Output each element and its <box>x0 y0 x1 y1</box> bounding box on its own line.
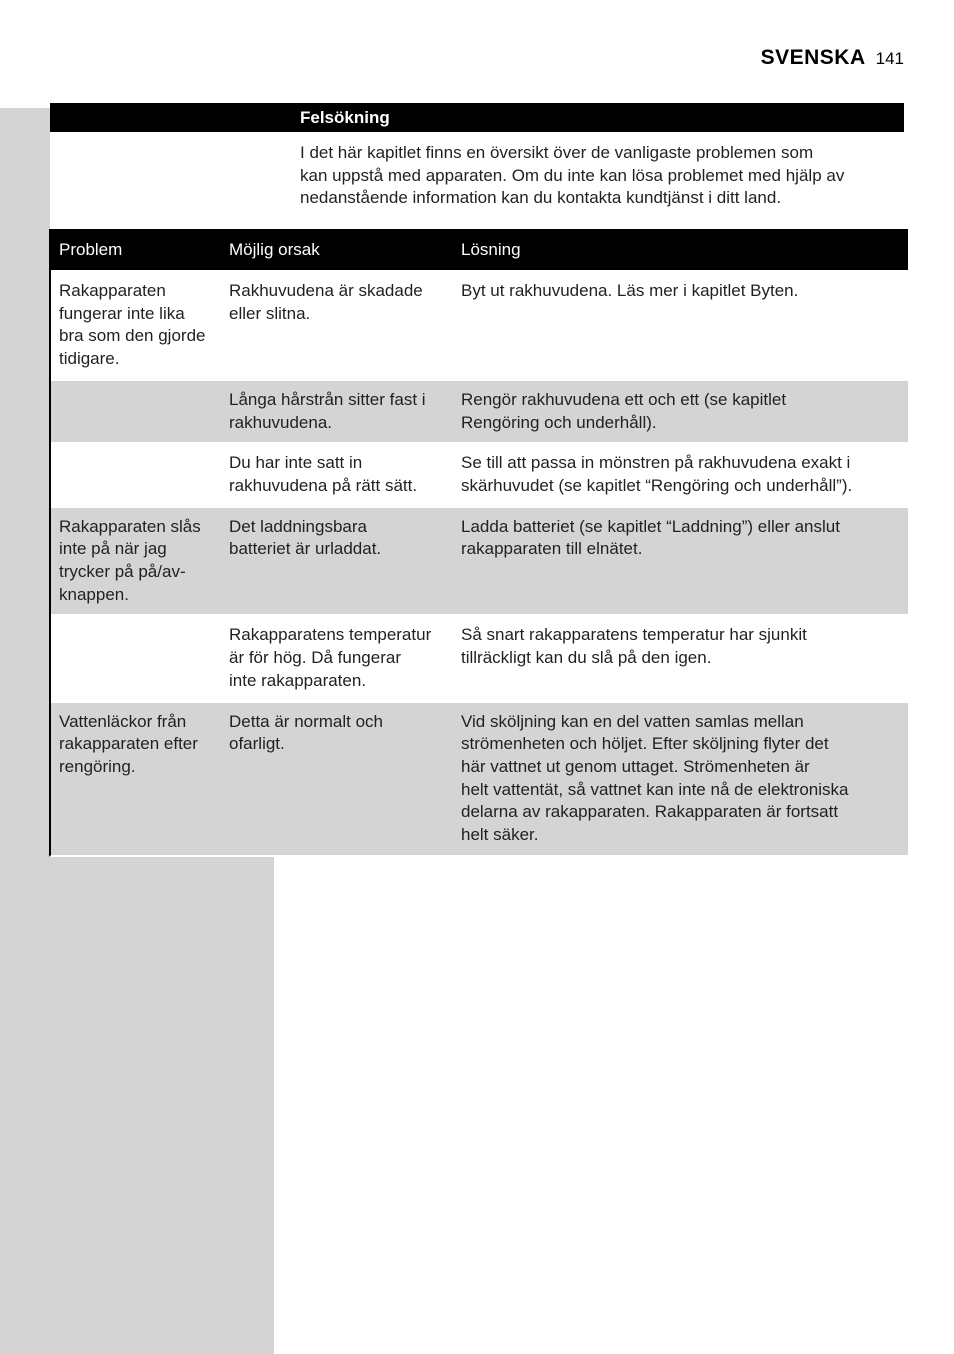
table-body <box>51 270 908 855</box>
intro-line: I det här kapitlet finns en översikt över de vanligaste problemen som <box>300 143 814 162</box>
table-row <box>51 379 908 442</box>
cell-line: Det laddningsbara <box>229 516 367 536</box>
solution-cell <box>461 508 906 615</box>
section-title: Felsökning <box>300 108 390 127</box>
cell-line: trycker på på/av- <box>59 562 186 582</box>
cell-line: Vattenläckor från <box>59 711 187 731</box>
cell-line: skärhuvudet (se kapitlet “Rengöring och underhåll”). <box>461 475 853 495</box>
section-title-bar <box>50 103 904 132</box>
cell-line: Rakapparatens temperatur <box>229 625 432 645</box>
intro-line: kan uppstå med apparaten. Om du inte kan lösa problemet med hjälp av <box>300 165 845 185</box>
cell-line: strömenheten och höljet. Efter sköljning flyter det <box>461 734 829 754</box>
cause-cell <box>229 616 461 700</box>
cause-cell <box>229 272 461 379</box>
problem-cell <box>51 616 229 700</box>
cell-line: Ladda batteriet (se kapitlet “Laddning”) eller anslut <box>461 516 840 536</box>
cell-line: rakhuvudena. <box>229 412 333 432</box>
cell-line: Rengör rakhuvudena ett och ett (se kapitlet <box>461 389 787 409</box>
solution-cell <box>461 272 906 379</box>
header-solution: Lösning <box>461 239 521 259</box>
table-row <box>51 442 908 505</box>
troubleshooting-table <box>49 229 908 857</box>
cell-line: ofarligt. <box>229 734 285 754</box>
intro-margin <box>50 132 274 230</box>
problem-cell <box>51 272 229 379</box>
table-row <box>51 701 908 855</box>
cell-line: rakapparaten efter <box>59 734 198 754</box>
cell-line: inte på när jag <box>59 539 167 559</box>
cell-line: Långa hårstrån sitter fast i <box>229 389 426 409</box>
cause-cell <box>229 381 461 442</box>
language-label: SVENSKA <box>760 46 866 69</box>
cell-line: Vid sköljning kan en del vatten samlas mellan <box>461 711 804 731</box>
intro-paragraph <box>300 142 890 210</box>
page-number: 141 <box>875 49 904 68</box>
cell-line: Se till att passa in mönstren på rakhuvudena exakt i <box>461 453 851 473</box>
problem-cell <box>51 444 229 505</box>
solution-cell <box>461 616 906 700</box>
cell-line: inte rakapparaten. <box>229 670 367 690</box>
cell-line: eller slitna. <box>229 303 311 323</box>
header-problem: Problem <box>59 239 123 259</box>
cell-line: rakapparaten till elnätet. <box>461 539 643 559</box>
cell-line: rengöring. <box>59 756 136 776</box>
cell-line: bra som den gjorde <box>59 326 206 346</box>
cause-cell <box>229 703 461 855</box>
cell-line: rakhuvudena på rätt sätt. <box>229 475 418 495</box>
cell-line: Detta är normalt och <box>229 711 384 731</box>
problem-cell <box>51 381 229 442</box>
cell-line: här vattnet ut genom uttaget. Strömenheten är <box>461 756 810 776</box>
solution-cell <box>461 703 906 855</box>
cell-line: Rakhuvudena är skadade <box>229 281 423 300</box>
cell-line: knappen. <box>59 584 129 604</box>
cell-line: är för hög. Då fungerar <box>229 648 401 668</box>
cell-line: Rakapparaten slås <box>59 516 201 536</box>
solution-cell <box>461 444 906 505</box>
table-row <box>51 506 908 615</box>
cell-line: helt vattentät, så vattnet kan inte nå de elektroniska <box>461 779 849 799</box>
table-header <box>51 229 908 270</box>
intro-line: nedanstående information kan du kontakta kundtjänst i ditt land. <box>300 188 782 207</box>
cell-line: batteriet är urladdat. <box>229 539 382 559</box>
cell-line: Så snart rakapparatens temperatur har sjunkit <box>461 625 807 645</box>
header-cause: Möjlig orsak <box>229 239 320 259</box>
page-header <box>761 46 904 76</box>
cell-line: Rakapparaten <box>59 281 166 300</box>
cell-line: Du har inte satt in <box>229 453 363 473</box>
cell-line: tillräckligt kan du slå på den igen. <box>461 648 712 668</box>
solution-cell <box>461 381 906 442</box>
table-row <box>51 614 908 700</box>
cell-line: Byt ut rakhuvudena. Läs mer i kapitlet Byten. <box>461 281 799 300</box>
problem-cell <box>51 508 229 615</box>
cause-cell <box>229 444 461 505</box>
cause-cell <box>229 508 461 615</box>
cell-line: delarna av rakapparaten. Rakapparaten är fortsatt <box>461 802 839 822</box>
problem-cell <box>51 703 229 855</box>
cell-line: fungerar inte lika <box>59 303 185 323</box>
cell-line: tidigare. <box>59 349 120 369</box>
cell-line: Rengöring och underhåll). <box>461 412 657 432</box>
cell-line: helt säker. <box>461 825 539 845</box>
table-row <box>51 270 908 379</box>
